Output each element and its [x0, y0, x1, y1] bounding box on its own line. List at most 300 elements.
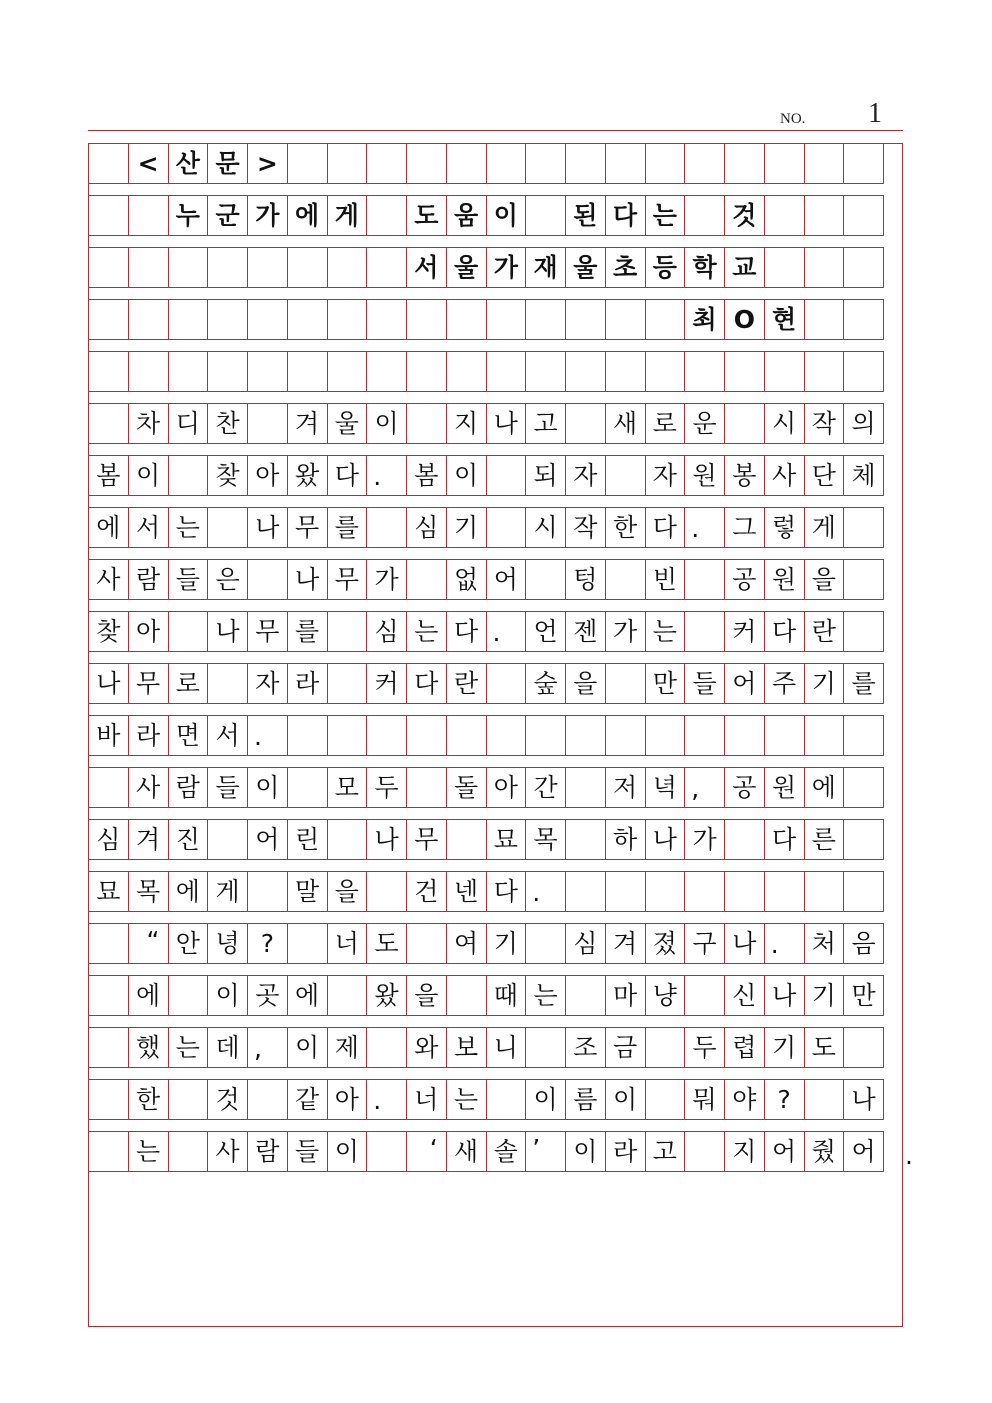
manuscript-cell: . [366, 1079, 407, 1120]
manuscript-cell [207, 351, 248, 392]
manuscript-cell: 묘 [486, 819, 527, 860]
manuscript-cell: 는 [645, 195, 686, 236]
manuscript-cell [843, 715, 884, 756]
manuscript-cell: 아 [486, 767, 527, 808]
manuscript-cell: 무 [247, 611, 288, 652]
manuscript-row [88, 559, 903, 600]
manuscript-cell: 에 [88, 507, 129, 548]
manuscript-cell [207, 299, 248, 340]
manuscript-cell: 공 [724, 559, 765, 600]
manuscript-cell [486, 455, 527, 496]
manuscript-cell [605, 559, 646, 600]
manuscript-cell: 언 [525, 611, 566, 652]
manuscript-cell: 도 [804, 1027, 845, 1068]
manuscript-cell: 현 [764, 299, 805, 340]
page-number-label: NO. [780, 111, 806, 127]
manuscript-cell [247, 559, 288, 600]
manuscript-row [88, 403, 903, 444]
manuscript-cell: 목 [525, 819, 566, 860]
manuscript-cell: . [247, 715, 288, 756]
manuscript-cell: 주 [764, 663, 805, 704]
manuscript-cell: 여 [446, 923, 487, 964]
manuscript-cell [247, 247, 288, 288]
manuscript-cell: 같 [287, 1079, 328, 1120]
manuscript-cell: 람 [168, 767, 209, 808]
manuscript-cell [168, 455, 209, 496]
manuscript-cell: 한 [128, 1079, 169, 1120]
manuscript-cell [287, 247, 328, 288]
manuscript-row [88, 143, 903, 184]
manuscript-cell [525, 299, 566, 340]
manuscript-cell [207, 663, 248, 704]
manuscript-cell: 을 [804, 559, 845, 600]
manuscript-cell: 는 [128, 1131, 169, 1172]
manuscript-cell [843, 819, 884, 860]
manuscript-cell [645, 715, 686, 756]
manuscript-cell: 너 [406, 1079, 447, 1120]
manuscript-cell: 원 [764, 559, 805, 600]
manuscript-cell: 들 [207, 767, 248, 808]
manuscript-cell [406, 351, 447, 392]
manuscript-cell: 심 [406, 507, 447, 548]
manuscript-cell: O [724, 299, 765, 340]
manuscript-cell [764, 247, 805, 288]
manuscript-cell: 는 [525, 975, 566, 1016]
manuscript-cell: 작 [804, 403, 845, 444]
manuscript-cell: 어 [724, 663, 765, 704]
manuscript-cell: 심 [88, 819, 129, 860]
manuscript-cell [684, 715, 725, 756]
manuscript-cell [287, 767, 328, 808]
manuscript-cell [724, 403, 765, 444]
manuscript-cell: 어 [247, 819, 288, 860]
manuscript-cell: 저 [605, 767, 646, 808]
manuscript-cell: 는 [446, 1079, 487, 1120]
manuscript-cell [525, 715, 566, 756]
manuscript-cell: 모 [327, 767, 368, 808]
manuscript-cell: 너 [327, 923, 368, 964]
manuscript-cell: 기 [446, 507, 487, 548]
manuscript-cell [565, 299, 606, 340]
manuscript-cell: 금 [605, 1027, 646, 1068]
manuscript-cell [128, 195, 169, 236]
manuscript-cell [724, 871, 765, 912]
manuscript-cell [88, 1079, 129, 1120]
manuscript-cell [804, 1079, 845, 1120]
manuscript-cell: 의 [843, 403, 884, 444]
manuscript-cell [446, 715, 487, 756]
manuscript-cell: 가 [366, 559, 407, 600]
manuscript-cell: 다 [486, 871, 527, 912]
manuscript-cell [843, 767, 884, 808]
manuscript-cell [207, 819, 248, 860]
manuscript-cell: 이 [525, 1079, 566, 1120]
manuscript-cell: 로 [168, 663, 209, 704]
manuscript-cell [366, 195, 407, 236]
manuscript-cell: 어 [843, 1131, 884, 1172]
manuscript-cell: 은 [207, 559, 248, 600]
manuscript-cell [406, 767, 447, 808]
manuscript-cell [247, 1079, 288, 1120]
manuscript-cell [684, 1131, 725, 1172]
manuscript-cell: 를 [327, 507, 368, 548]
manuscript-cell: 젠 [565, 611, 606, 652]
manuscript-cell: 들 [168, 559, 209, 600]
manuscript-row [88, 1027, 903, 1068]
manuscript-cell [684, 975, 725, 1016]
manuscript-cell: 넨 [446, 871, 487, 912]
manuscript-cell: 어 [764, 1131, 805, 1172]
manuscript-cell: 텅 [565, 559, 606, 600]
manuscript-cell: 마 [605, 975, 646, 1016]
manuscript-cell: 무 [327, 559, 368, 600]
manuscript-cell [247, 403, 288, 444]
manuscript-cell [565, 767, 606, 808]
manuscript-cell: 고 [645, 1131, 686, 1172]
manuscript-cell: 운 [684, 403, 725, 444]
manuscript-cell [207, 247, 248, 288]
manuscript-cell [565, 819, 606, 860]
manuscript-cell [327, 611, 368, 652]
manuscript-cell [565, 143, 606, 184]
manuscript-cell: 누 [168, 195, 209, 236]
manuscript-cell: 을 [565, 663, 606, 704]
manuscript-cell [843, 195, 884, 236]
manuscript-cell [88, 299, 129, 340]
manuscript-cell: 시 [525, 507, 566, 548]
manuscript-row [88, 1131, 903, 1172]
manuscript-cell [168, 975, 209, 1016]
manuscript-cell [764, 871, 805, 912]
manuscript-cell: 나 [486, 403, 527, 444]
manuscript-cell: 로 [645, 403, 686, 444]
manuscript-cell: 사 [128, 767, 169, 808]
manuscript-cell: 공 [724, 767, 765, 808]
manuscript-cell: 에 [287, 195, 328, 236]
manuscript-cell: 을 [406, 975, 447, 1016]
manuscript-cell [88, 403, 129, 444]
manuscript-cell [843, 871, 884, 912]
manuscript-cell [684, 611, 725, 652]
manuscript-cell: 니 [486, 1027, 527, 1068]
manuscript-cell: 이 [565, 1131, 606, 1172]
manuscript-cell: 원 [684, 455, 725, 496]
manuscript-cell: 숲 [525, 663, 566, 704]
manuscript-cell [605, 715, 646, 756]
manuscript-cell: 학 [684, 247, 725, 288]
manuscript-cell: 는 [645, 611, 686, 652]
manuscript-cell [88, 1027, 129, 1068]
manuscript-cell [684, 351, 725, 392]
manuscript-cell: 이 [446, 455, 487, 496]
manuscript-cell: 나 [207, 611, 248, 652]
manuscript-cell [366, 507, 407, 548]
manuscript-cell: 하 [605, 819, 646, 860]
manuscript-cell: 다 [406, 663, 447, 704]
manuscript-cell: 무 [287, 507, 328, 548]
manuscript-cell [843, 507, 884, 548]
manuscript-cell: < [128, 143, 169, 184]
manuscript-row [88, 507, 903, 548]
manuscript-cell: 는 [406, 611, 447, 652]
manuscript-row [88, 299, 903, 340]
manuscript-cell [366, 715, 407, 756]
manuscript-cell: 는 [168, 1027, 209, 1068]
manuscript-cell [88, 351, 129, 392]
manuscript-cell: 가 [684, 819, 725, 860]
manuscript-cell: 돌 [446, 767, 487, 808]
manuscript-row [88, 195, 903, 236]
manuscript-cell [804, 351, 845, 392]
manuscript-cell: 기 [486, 923, 527, 964]
manuscript-cell: 찾 [207, 455, 248, 496]
manuscript-cell: 어 [486, 559, 527, 600]
manuscript-cell [287, 923, 328, 964]
manuscript-row [88, 1079, 903, 1120]
manuscript-cell: 조 [565, 1027, 606, 1068]
manuscript-cell: 냥 [645, 975, 686, 1016]
manuscript-cell: 이 [327, 1131, 368, 1172]
manuscript-row [88, 767, 903, 808]
manuscript-cell [843, 559, 884, 600]
manuscript-cell: “ [128, 923, 169, 964]
manuscript-cell [88, 975, 129, 1016]
manuscript-cell: 초 [605, 247, 646, 288]
manuscript-cell: . [764, 923, 805, 964]
manuscript-cell [327, 975, 368, 1016]
manuscript-cell: 줬 [804, 1131, 845, 1172]
manuscript-cell: 디 [168, 403, 209, 444]
manuscript-cell [366, 299, 407, 340]
manuscript-cell: 이 [247, 767, 288, 808]
manuscript-row [88, 455, 903, 496]
manuscript-cell [684, 195, 725, 236]
manuscript-cell [684, 143, 725, 184]
manuscript-cell: 심 [565, 923, 606, 964]
manuscript-cell: 람 [247, 1131, 288, 1172]
manuscript-cell: 다 [446, 611, 487, 652]
manuscript-cell [406, 559, 447, 600]
manuscript-cell: 나 [724, 923, 765, 964]
manuscript-cell: 나 [88, 663, 129, 704]
manuscript-row [88, 247, 903, 288]
manuscript-cell [525, 143, 566, 184]
manuscript-cell: 나 [287, 559, 328, 600]
manuscript-cell: 처 [804, 923, 845, 964]
manuscript-cell: , [247, 1027, 288, 1068]
manuscript-cell [486, 299, 527, 340]
manuscript-cell: 교 [724, 247, 765, 288]
manuscript-cell: 최 [684, 299, 725, 340]
manuscript-cell: 아 [327, 1079, 368, 1120]
manuscript-cell: 들 [684, 663, 725, 704]
manuscript-cell: 만 [645, 663, 686, 704]
manuscript-cell [843, 611, 884, 652]
manuscript-cell [406, 403, 447, 444]
manuscript-row [88, 715, 903, 756]
manuscript-cell [168, 1079, 209, 1120]
manuscript-cell [764, 143, 805, 184]
manuscript-cell: 다 [764, 611, 805, 652]
manuscript-cell: 봉 [724, 455, 765, 496]
manuscript-cell: 솔 [486, 1131, 527, 1172]
manuscript-cell [645, 871, 686, 912]
manuscript-cell [247, 871, 288, 912]
manuscript-row [88, 975, 903, 1016]
manuscript-cell: 아 [128, 611, 169, 652]
manuscript-cell [605, 351, 646, 392]
manuscript-cell: 가 [486, 247, 527, 288]
manuscript-cell: 울 [327, 403, 368, 444]
manuscript-cell: 나 [843, 1079, 884, 1120]
manuscript-cell [366, 143, 407, 184]
manuscript-cell: 서 [128, 507, 169, 548]
manuscript-cell [287, 715, 328, 756]
manuscript-cell: 지 [724, 1131, 765, 1172]
manuscript-cell: 이 [605, 1079, 646, 1120]
manuscript-cell [406, 715, 447, 756]
manuscript-cell: 새 [605, 403, 646, 444]
manuscript-cell: 안 [168, 923, 209, 964]
manuscript-cell: 산 [168, 143, 209, 184]
manuscript-cell: 를 [843, 663, 884, 704]
manuscript-cell: 나 [645, 819, 686, 860]
manuscript-cell: 아 [247, 455, 288, 496]
manuscript-cell: 라 [128, 715, 169, 756]
manuscript-cell [843, 351, 884, 392]
manuscript-cell [168, 1131, 209, 1172]
manuscript-cell: 무 [406, 819, 447, 860]
manuscript-cell: 왔 [287, 455, 328, 496]
manuscript-cell: 른 [804, 819, 845, 860]
manuscript-cell [486, 715, 527, 756]
manuscript-cell [327, 351, 368, 392]
manuscript-cell [327, 299, 368, 340]
manuscript-cell [843, 1027, 884, 1068]
manuscript-cell: . [525, 871, 566, 912]
manuscript-cell: 울 [446, 247, 487, 288]
manuscript-cell [565, 975, 606, 1016]
manuscript-cell [446, 975, 487, 1016]
manuscript-cell: 무 [128, 663, 169, 704]
manuscript-sheet [88, 143, 913, 1327]
manuscript-cell: 작 [565, 507, 606, 548]
manuscript-cell: 군 [207, 195, 248, 236]
manuscript-cell [645, 1079, 686, 1120]
manuscript-cell: 면 [168, 715, 209, 756]
manuscript-cell [724, 715, 765, 756]
manuscript-cell: 다 [327, 455, 368, 496]
manuscript-cell [804, 195, 845, 236]
manuscript-cell [525, 559, 566, 600]
manuscript-cell: 서 [207, 715, 248, 756]
manuscript-cell: 이 [287, 1027, 328, 1068]
manuscript-cell [486, 1079, 527, 1120]
manuscript-row [88, 611, 903, 652]
manuscript-row [88, 871, 903, 912]
manuscript-cell: 람 [128, 559, 169, 600]
manuscript-cell: 와 [406, 1027, 447, 1068]
manuscript-cell: 지 [446, 403, 487, 444]
manuscript-cell [446, 143, 487, 184]
manuscript-cell: 데 [207, 1027, 248, 1068]
manuscript-cell [327, 143, 368, 184]
manuscript-cell: 구 [684, 923, 725, 964]
manuscript-cell: 단 [804, 455, 845, 496]
manuscript-cell [565, 351, 606, 392]
manuscript-cell: 두 [684, 1027, 725, 1068]
manuscript-cell: 뭐 [684, 1079, 725, 1120]
manuscript-cell: 를 [287, 611, 328, 652]
manuscript-cell [327, 247, 368, 288]
manuscript-cell: 란 [446, 663, 487, 704]
manuscript-cell [804, 715, 845, 756]
page-number: 1 [868, 98, 882, 129]
manuscript-cell [406, 299, 447, 340]
manuscript-cell: 보 [446, 1027, 487, 1068]
manuscript-cell: 이 [486, 195, 527, 236]
manuscript-cell: 녕 [207, 923, 248, 964]
manuscript-cell [804, 143, 845, 184]
manuscript-cell [525, 351, 566, 392]
manuscript-cell [168, 299, 209, 340]
manuscript-cell: 빈 [645, 559, 686, 600]
manuscript-cell: 목 [128, 871, 169, 912]
manuscript-cell: 녁 [645, 767, 686, 808]
manuscript-cell: 것 [207, 1079, 248, 1120]
manuscript-cell: 새 [446, 1131, 487, 1172]
manuscript-cell: 다 [645, 507, 686, 548]
manuscript-cell [645, 351, 686, 392]
manuscript-row [88, 819, 903, 860]
manuscript-cell [605, 871, 646, 912]
manuscript-row [88, 923, 903, 964]
manuscript-cell [366, 871, 407, 912]
manuscript-cell: 라 [287, 663, 328, 704]
manuscript-cell: 기 [804, 663, 845, 704]
overflow-punctuation: . [905, 1141, 913, 1170]
manuscript-cell: 자 [565, 455, 606, 496]
manuscript-cell [486, 143, 527, 184]
manuscript-cell: 야 [724, 1079, 765, 1120]
manuscript-cell: ’ [525, 1131, 566, 1172]
manuscript-cell: 찾 [88, 611, 129, 652]
manuscript-cell: ? [764, 1079, 805, 1120]
manuscript-cell: 자 [645, 455, 686, 496]
manuscript-cell: 에 [168, 871, 209, 912]
manuscript-cell: 곳 [247, 975, 288, 1016]
manuscript-cell [843, 247, 884, 288]
manuscript-cell: 에 [128, 975, 169, 1016]
manuscript-cell: 사 [207, 1131, 248, 1172]
manuscript-cell: 가 [605, 611, 646, 652]
manuscript-cell [446, 819, 487, 860]
manuscript-cell: 자 [247, 663, 288, 704]
manuscript-cell [327, 819, 368, 860]
manuscript-cell: 차 [128, 403, 169, 444]
manuscript-cell: 왔 [366, 975, 407, 1016]
manuscript-cell: 게 [327, 195, 368, 236]
manuscript-cell [525, 923, 566, 964]
manuscript-cell [486, 351, 527, 392]
manuscript-cell: ? [247, 923, 288, 964]
manuscript-cell: 겨 [128, 819, 169, 860]
manuscript-cell [684, 871, 725, 912]
manuscript-cell [287, 299, 328, 340]
manuscript-cell [88, 767, 129, 808]
manuscript-cell: 린 [287, 819, 328, 860]
manuscript-cell [724, 819, 765, 860]
